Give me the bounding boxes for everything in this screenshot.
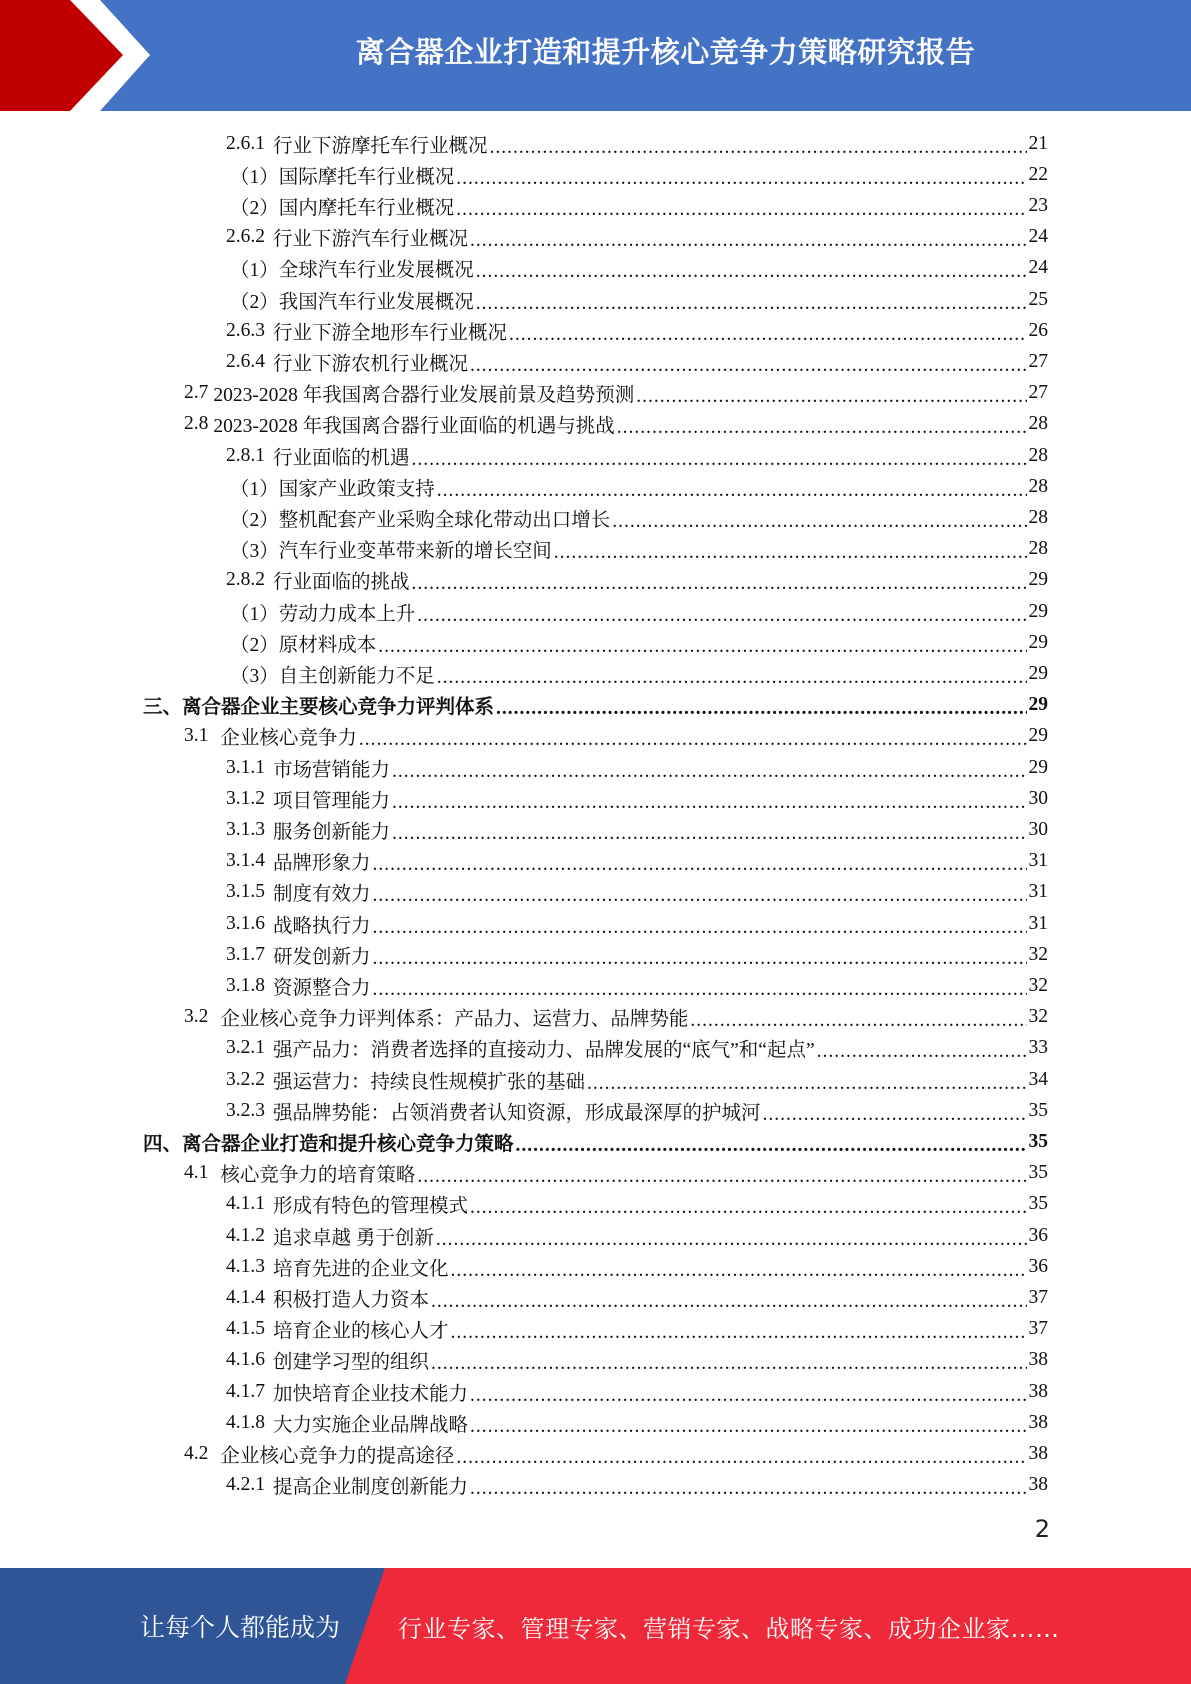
toc-leader-dots	[470, 1416, 1026, 1438]
toc-entry-title: 追求卓越 勇于创新	[273, 1227, 434, 1249]
toc-entry-title: 核心竞争力的培育策略	[220, 1165, 416, 1187]
toc-leader-dots	[612, 511, 1026, 533]
toc-entry-number: 3.1.1	[226, 756, 265, 778]
toc-entry[interactable]	[230, 596, 1048, 627]
toc-entry-title: 研发创新力	[273, 946, 371, 968]
toc-leader-dots	[456, 199, 1026, 221]
toc-entry-page: 28	[1028, 444, 1048, 466]
toc-entry-page: 24	[1028, 226, 1048, 248]
toc-entry-title: 企业核心竞争力	[220, 728, 357, 750]
toc-entry-page: 25	[1028, 288, 1048, 310]
toc-entry[interactable]	[143, 690, 1048, 721]
toc-entry-title: 企业核心竞争力评判体系：产品力、运营力、品牌势能	[220, 1009, 689, 1031]
toc-entry-page: 29	[1028, 569, 1048, 591]
toc-entry-number: （2）	[230, 197, 279, 219]
toc-entry-title: 创建学习型的组织	[273, 1352, 430, 1374]
toc-leader-dots	[373, 917, 1027, 939]
toc-entry-number: 2.8	[184, 413, 209, 435]
toc-leader-dots	[470, 1478, 1026, 1500]
toc-entry-number: 四、	[143, 1133, 183, 1155]
toc-leader-dots	[476, 293, 1027, 315]
toc-entry-title: 企业核心竞争力的提高途径	[220, 1445, 455, 1467]
toc-entry-title: 品牌形象力	[273, 853, 371, 875]
toc-entry-page: 33	[1028, 1037, 1048, 1059]
toc-entry[interactable]	[226, 222, 1048, 253]
toc-entry-page: 37	[1028, 1286, 1048, 1308]
toc-entry-page: 36	[1028, 1255, 1048, 1277]
toc-entry-title: 资源整合力	[273, 977, 371, 999]
toc-entry-page: 24	[1028, 257, 1048, 279]
toc-entry-page: 27	[1028, 350, 1048, 372]
toc-entry[interactable]	[230, 471, 1048, 502]
toc-leader-dots	[451, 1322, 1027, 1344]
toc-entry[interactable]	[230, 284, 1048, 315]
toc-entry-title: 服务创新能力	[273, 821, 391, 843]
toc-entry-page: 29	[1028, 694, 1048, 716]
toc-leader-dots	[516, 1135, 1027, 1157]
toc-entry-page: 31	[1028, 850, 1048, 872]
toc-leader-dots	[437, 480, 1027, 502]
toc-entry-page: 38	[1028, 1380, 1048, 1402]
toc-entry[interactable]	[226, 970, 1048, 1001]
toc-entry-title: 培育企业的核心人才	[273, 1321, 449, 1343]
toc-leader-dots	[456, 1447, 1026, 1469]
toc-entry[interactable]	[226, 315, 1048, 346]
toc-entry[interactable]	[226, 783, 1048, 814]
toc-entry-number: 3.2	[184, 1006, 209, 1028]
toc-entry-title: 离合器企业打造和提升核心竞争力策略	[182, 1133, 514, 1155]
toc-entry-title: 离合器企业主要核心竞争力评判体系	[182, 697, 495, 719]
toc-entry-number: （1）	[230, 166, 279, 188]
toc-entry-page: 38	[1028, 1411, 1048, 1433]
toc-entry[interactable]	[184, 1158, 1048, 1189]
toc-entry[interactable]	[226, 939, 1048, 970]
toc-entry-number: 4.1.2	[226, 1224, 265, 1246]
toc-leader-dots	[417, 1166, 1026, 1188]
toc-leader-dots	[373, 979, 1027, 1001]
toc-entry-page: 29	[1028, 662, 1048, 684]
toc-entry-page: 38	[1028, 1474, 1048, 1496]
toc-entry-title: 2023-2028 年我国离合器行业发展前景及趋势预测	[213, 385, 635, 407]
toc-entry-page: 29	[1028, 631, 1048, 653]
toc-entry-page: 32	[1028, 1006, 1048, 1028]
toc-entry[interactable]	[226, 346, 1048, 377]
toc-entry-number: （3）	[230, 665, 279, 687]
toc-entry-title: 行业下游全地形车行业概况	[273, 322, 508, 344]
toc-entry-page: 30	[1028, 818, 1048, 840]
toc-entry[interactable]	[226, 1220, 1048, 1251]
toc-entry[interactable]	[226, 440, 1048, 471]
toc-entry-number: 4.1.8	[226, 1411, 265, 1433]
toc-leader-dots	[373, 885, 1027, 907]
toc-entry-page: 29	[1028, 600, 1048, 622]
toc-entry-title: 国内摩托车行业概况	[278, 197, 455, 219]
toc-leader-dots	[763, 1104, 1027, 1126]
page-number: 2	[1034, 1515, 1050, 1543]
toc-entry-number: （3）	[230, 541, 279, 563]
toc-entry-page: 37	[1028, 1318, 1048, 1340]
toc-entry-title: 项目管理能力	[273, 790, 391, 812]
toc-entry-title: 加快培育企业技术能力	[273, 1383, 469, 1405]
toc-entry[interactable]	[184, 721, 1048, 752]
toc-entry[interactable]	[184, 409, 1048, 440]
toc-entry-page: 38	[1028, 1442, 1048, 1464]
toc-entry-number: 3.1.5	[226, 881, 265, 903]
footer-slogan-right: 行业专家、管理专家、营销专家、战略专家、成功企业家……	[398, 1614, 1060, 1643]
page-header	[0, 0, 1191, 111]
toc-entry[interactable]	[226, 565, 1048, 596]
toc-entry-number: 3.1.3	[226, 818, 265, 840]
toc-entry-title: 汽车行业变革带来新的增长空间	[278, 541, 552, 563]
toc-entry-number: 2.6.4	[226, 350, 265, 372]
toc-entry-title: 全球汽车行业发展概况	[278, 260, 474, 282]
toc-entry-title: 自主创新能力不足	[278, 665, 435, 687]
toc-entry[interactable]	[230, 627, 1048, 658]
toc-leader-dots	[496, 698, 1026, 720]
toc-entry-page: 31	[1028, 912, 1048, 934]
toc-leader-dots	[509, 324, 1026, 346]
toc-entry-number: （2）	[230, 509, 279, 531]
toc-entry-page: 29	[1028, 725, 1048, 747]
toc-entry-title: 国家产业政策支持	[278, 478, 435, 500]
toc-leader-dots	[431, 1291, 1026, 1313]
toc-leader-dots	[378, 636, 1026, 658]
toc-entry-number: 2.7	[184, 382, 209, 404]
toc-entry-page: 28	[1028, 413, 1048, 435]
toc-leader-dots	[636, 386, 1026, 408]
toc-entry-title: 劳动力成本上升	[278, 603, 416, 625]
toc-entry[interactable]	[226, 1251, 1048, 1282]
toc-entry[interactable]	[226, 908, 1048, 939]
toc-entry-title: 行业面临的挑战	[273, 572, 410, 594]
toc-entry[interactable]	[226, 1314, 1048, 1345]
toc-entry[interactable]	[143, 1126, 1048, 1157]
toc-entry-number: 三、	[143, 697, 183, 719]
toc-entry-page: 36	[1028, 1224, 1048, 1246]
toc-entry-title: 大力实施企业品牌战略	[273, 1414, 469, 1436]
toc-entry-page: 32	[1028, 943, 1048, 965]
toc-leader-dots	[490, 137, 1027, 159]
toc-entry-number: （2）	[230, 634, 279, 656]
toc-entry-number: 3.1	[184, 725, 209, 747]
toc-entry-title: 强产品力：消费者选择的直接动力、品牌发展的“底气”和“起点”	[273, 1040, 815, 1062]
toc-entry-page: 34	[1028, 1068, 1048, 1090]
toc-entry-number: 3.1.8	[226, 974, 265, 996]
toc-entry[interactable]	[226, 846, 1048, 877]
toc-entry-title: 市场营销能力	[273, 759, 391, 781]
toc-leader-dots	[470, 1197, 1026, 1219]
toc-entry[interactable]	[230, 658, 1048, 689]
toc-leader-dots	[587, 1073, 1026, 1095]
toc-entry[interactable]	[226, 1064, 1048, 1095]
toc-entry-number: 3.2.2	[226, 1068, 265, 1090]
page-footer	[0, 1568, 1191, 1684]
header-chevron-decoration	[0, 0, 150, 111]
toc-entry-number: 4.1.6	[226, 1349, 265, 1371]
toc-leader-dots	[470, 1385, 1026, 1407]
toc-entry-page: 31	[1028, 881, 1048, 903]
toc-leader-dots	[451, 1260, 1027, 1282]
toc-entry[interactable]	[226, 1345, 1048, 1376]
toc-entry-number: 4.1.3	[226, 1255, 265, 1277]
toc-leader-dots	[437, 667, 1027, 689]
toc-entry[interactable]	[226, 877, 1048, 908]
toc-entry-page: 22	[1028, 163, 1048, 185]
toc-entry-page: 26	[1028, 319, 1048, 341]
toc-entry-page: 32	[1028, 974, 1048, 996]
toc-entry[interactable]	[230, 190, 1048, 221]
toc-leader-dots	[554, 542, 1027, 564]
toc-entry-page: 23	[1028, 194, 1048, 216]
toc-entry-title: 提高企业制度创新能力	[273, 1477, 469, 1499]
toc-leader-dots	[359, 729, 1027, 751]
toc-entry-number: 2.6.1	[226, 132, 265, 154]
toc-leader-dots	[617, 417, 1027, 439]
toc-entry[interactable]	[184, 1438, 1048, 1469]
toc-entry-title: 整机配套产业采购全球化带动出口增长	[278, 509, 611, 531]
toc-entry-page: 35	[1028, 1099, 1048, 1121]
toc-leader-dots	[817, 1041, 1027, 1063]
toc-entry-title: 培育先进的企业文化	[273, 1258, 449, 1280]
toc-entry[interactable]	[230, 534, 1048, 565]
toc-entry-number: 3.1.6	[226, 912, 265, 934]
toc-leader-dots	[470, 355, 1026, 377]
toc-entry[interactable]	[226, 1095, 1048, 1126]
toc-entry-title: 行业下游汽车行业概况	[273, 229, 469, 251]
toc-entry-page: 29	[1028, 756, 1048, 778]
toc-entry-title: 战略执行力	[273, 915, 371, 937]
toc-leader-dots	[412, 449, 1027, 471]
toc-entry[interactable]	[230, 502, 1048, 533]
toc-leader-dots	[690, 1010, 1026, 1032]
toc-entry-number: 2.6.3	[226, 319, 265, 341]
toc-leader-dots	[436, 1229, 1027, 1251]
toc-entry-number: 4.1.7	[226, 1380, 265, 1402]
toc-entry-number: 4.1.5	[226, 1318, 265, 1340]
toc-leader-dots	[476, 261, 1027, 283]
toc-entry-number: 4.2.1	[226, 1474, 265, 1496]
toc-leader-dots	[431, 1353, 1026, 1375]
toc-leader-dots	[456, 168, 1026, 190]
toc-entry-number: 2.8.2	[226, 569, 265, 591]
toc-entry[interactable]	[226, 1376, 1048, 1407]
toc-entry[interactable]	[230, 159, 1048, 190]
toc-entry-number: 3.1.4	[226, 850, 265, 872]
toc-entry-page: 35	[1028, 1162, 1048, 1184]
toc-entry[interactable]	[226, 1470, 1048, 1501]
footer-slogan-left: 让每个人都能成为	[139, 1613, 340, 1642]
toc-entry-title: 2023-2028 年我国离合器行业面临的机遇与挑战	[213, 416, 615, 438]
toc-entry-page: 35	[1028, 1193, 1048, 1215]
toc-entry-page: 21	[1028, 132, 1048, 154]
toc-entry-number: 3.2.3	[226, 1099, 265, 1121]
toc-leader-dots	[417, 605, 1026, 627]
toc-entry-number: 3.1.2	[226, 787, 265, 809]
toc-entry-page: 28	[1028, 475, 1048, 497]
toc-leader-dots	[392, 792, 1026, 814]
toc-entry-title: 形成有特色的管理模式	[273, 1196, 469, 1218]
toc-entry-title: 我国汽车行业发展概况	[278, 291, 474, 313]
toc-entry-number: 3.1.7	[226, 943, 265, 965]
toc-entry-number: （1）	[230, 260, 279, 282]
toc-entry[interactable]	[184, 378, 1048, 409]
toc-entry-number: 2.8.1	[226, 444, 265, 466]
toc-leader-dots	[392, 823, 1026, 845]
toc-entry-page: 28	[1028, 506, 1048, 528]
toc-leader-dots	[392, 761, 1026, 783]
toc-entry-number: 2.6.2	[226, 226, 265, 248]
toc-entry-title: 积极打造人力资本	[273, 1289, 430, 1311]
toc-entry-page: 30	[1028, 787, 1048, 809]
toc-leader-dots	[412, 573, 1027, 595]
toc-leader-dots	[373, 854, 1027, 876]
toc-leader-dots	[373, 948, 1027, 970]
toc-entry-title: 强运营力：持续良性规模扩张的基础	[273, 1071, 586, 1093]
toc-entry[interactable]	[226, 128, 1048, 159]
toc-entry-page: 28	[1028, 538, 1048, 560]
toc-entry[interactable]	[226, 1282, 1048, 1313]
toc-entry-title: 行业面临的机遇	[273, 447, 410, 469]
document-title: 离合器企业打造和提升核心竞争力策略研究报告	[355, 34, 976, 69]
toc-entry-number: 4.1.4	[226, 1286, 265, 1308]
toc-entry-title: 行业下游农机行业概况	[273, 353, 469, 375]
toc-entry-title: 国际摩托车行业概况	[278, 166, 455, 188]
toc-entry[interactable]	[226, 1033, 1048, 1064]
toc-entry-page: 38	[1028, 1349, 1048, 1371]
toc-entry-number: 4.1	[184, 1162, 209, 1184]
toc-entry[interactable]	[184, 1002, 1048, 1033]
toc-entry-number: （1）	[230, 603, 279, 625]
toc-entry-page: 35	[1028, 1130, 1048, 1152]
toc-entry-page: 27	[1028, 382, 1048, 404]
toc-entry-title: 制度有效力	[273, 884, 371, 906]
toc-entry-title: 行业下游摩托车行业概况	[273, 135, 488, 157]
toc-entry[interactable]	[230, 253, 1048, 284]
toc-entry[interactable]	[226, 1407, 1048, 1438]
toc-entry-number: 4.2	[184, 1442, 209, 1464]
toc-entry-number: 3.2.1	[226, 1037, 265, 1059]
toc-entry-title: 强品牌势能：占领消费者认知资源，形成最深厚的护城河	[273, 1102, 761, 1124]
toc-entry[interactable]	[226, 1189, 1048, 1220]
toc-entry-title: 原材料成本	[278, 634, 377, 656]
toc-entry[interactable]	[226, 814, 1048, 845]
toc-entry-number: （2）	[230, 291, 279, 313]
toc-entry-number: （1）	[230, 478, 279, 500]
toc-entry[interactable]	[226, 752, 1048, 783]
toc-entry-number: 4.1.1	[226, 1193, 265, 1215]
toc-leader-dots	[470, 230, 1026, 252]
